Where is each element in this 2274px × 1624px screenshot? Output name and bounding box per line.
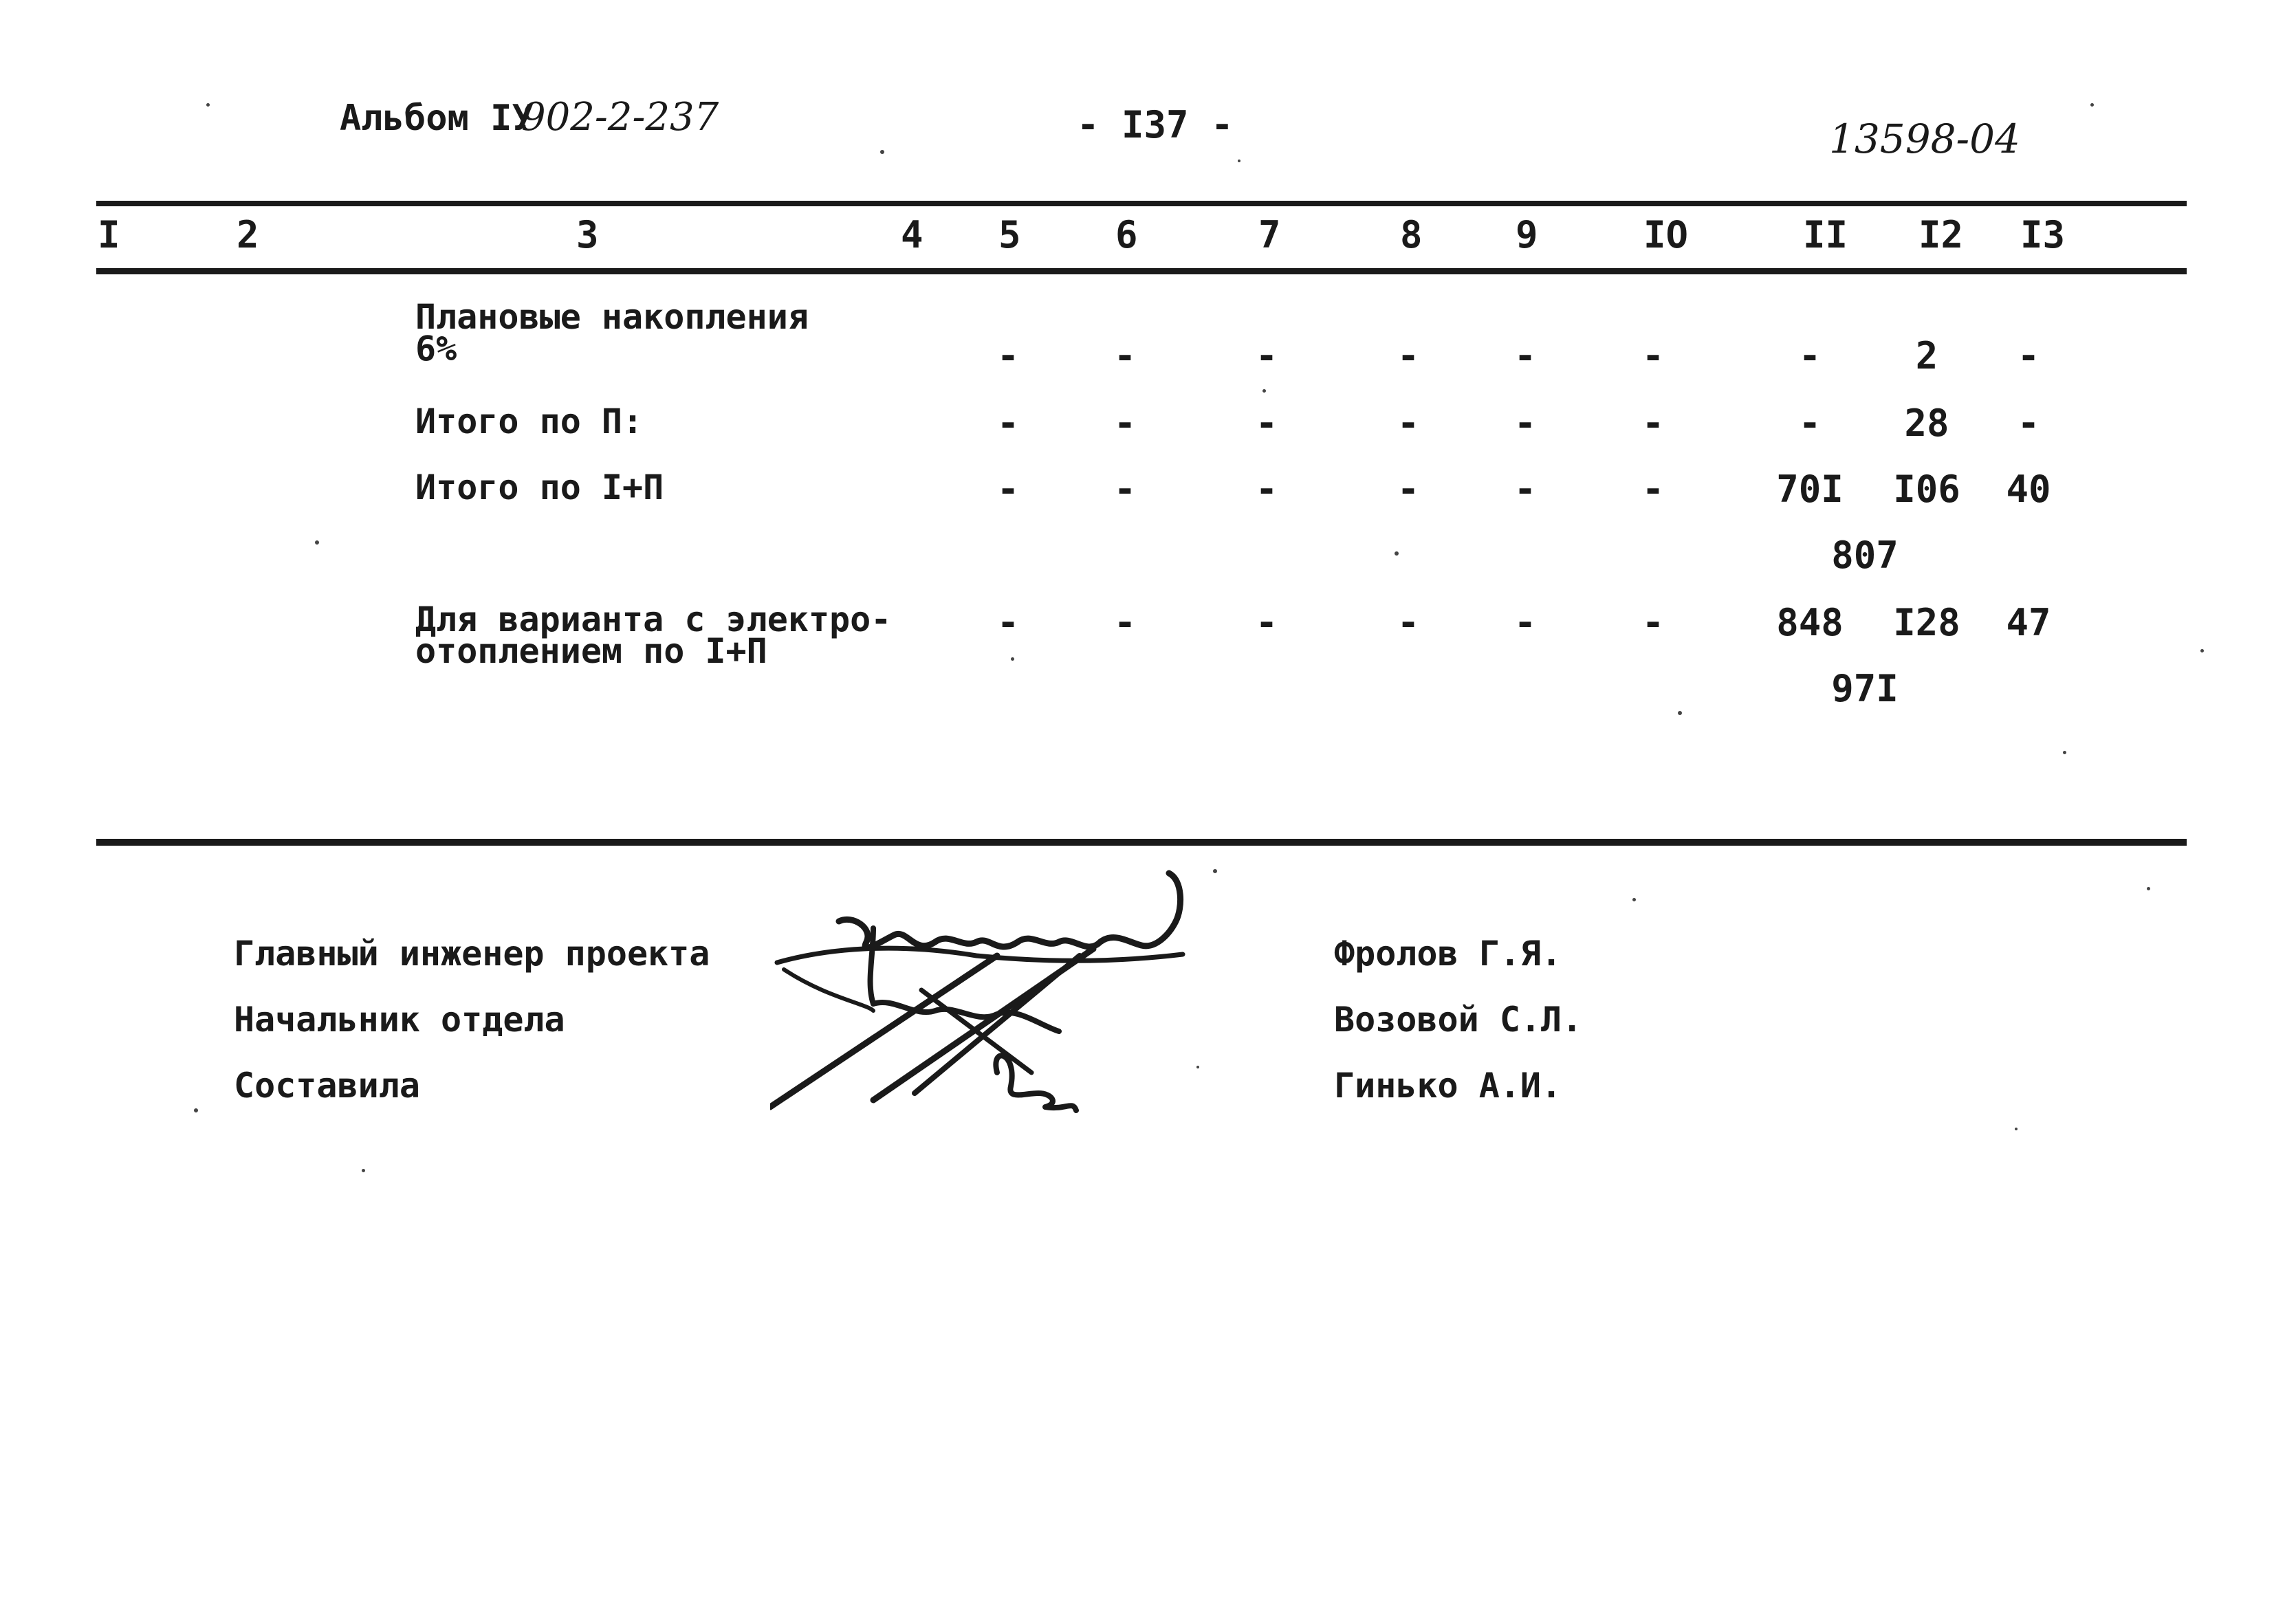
scan-speck bbox=[1262, 389, 1266, 393]
column-header: 6 bbox=[1115, 213, 1138, 256]
table-cell: - bbox=[1641, 334, 1665, 377]
scan-speck bbox=[194, 1108, 198, 1112]
column-header: IO bbox=[1643, 213, 1689, 256]
column-header: 9 bbox=[1516, 213, 1538, 256]
scan-speck bbox=[2015, 1128, 2018, 1130]
signer-role: Главный инженер проекта bbox=[234, 934, 710, 974]
scan-speck bbox=[315, 540, 319, 545]
column-header: I2 bbox=[1918, 213, 1964, 256]
table-cell: 848 bbox=[1776, 601, 1844, 644]
table-cell: - bbox=[996, 601, 1020, 644]
scan-speck bbox=[1213, 869, 1217, 873]
signer-name: Гинько А.И. bbox=[1334, 1066, 1562, 1106]
row-label bbox=[415, 402, 644, 441]
table-cell: - bbox=[1397, 334, 1420, 377]
table-cell: - bbox=[1641, 601, 1665, 644]
table-cell: I28 bbox=[1893, 601, 1960, 644]
table-cell: - bbox=[1255, 468, 1278, 511]
table-cell: I06 bbox=[1893, 468, 1960, 511]
table-cell: 40 bbox=[2006, 468, 2051, 511]
table-cell: 28 bbox=[1904, 402, 1949, 445]
table-cell: - bbox=[1113, 601, 1137, 644]
table-cell: - bbox=[1397, 402, 1420, 445]
table-cell: 70I bbox=[1776, 468, 1844, 511]
table-cell: - bbox=[1641, 468, 1665, 511]
table-cell: - bbox=[996, 402, 1020, 445]
scan-speck bbox=[1196, 1066, 1199, 1068]
table-cell: - bbox=[1641, 402, 1665, 445]
scan-speck bbox=[2063, 751, 2066, 754]
scan-speck bbox=[2200, 649, 2204, 652]
scan-speck bbox=[880, 150, 884, 154]
handwritten-signatures bbox=[770, 866, 1251, 1155]
table-cell: - bbox=[1513, 334, 1537, 377]
column-header: I bbox=[98, 213, 120, 256]
table-cell: - bbox=[1113, 468, 1137, 511]
column-header: 5 bbox=[998, 213, 1021, 256]
table-cell: - bbox=[1513, 601, 1537, 644]
row-label-line: Итого по П: bbox=[415, 402, 644, 441]
row-label-line: Плановые накопления bbox=[415, 297, 809, 337]
table-cell: - bbox=[996, 334, 1020, 377]
page-number: - I37 - bbox=[1077, 103, 1234, 146]
scan-speck bbox=[1632, 898, 1636, 901]
signer-role: Начальник отдела bbox=[234, 1000, 565, 1040]
scan-speck bbox=[362, 1169, 365, 1172]
row-label-line: отоплением по I+П bbox=[415, 631, 767, 671]
album-label: Альбом IУ bbox=[340, 98, 534, 139]
column-header: 3 bbox=[576, 213, 599, 256]
table-cell: - bbox=[1513, 402, 1537, 445]
signer-name: Фролов Г.Я. bbox=[1334, 934, 1562, 974]
column-header: 2 bbox=[237, 213, 259, 256]
table-cell: - bbox=[1798, 334, 1822, 377]
table-cell: 47 bbox=[2006, 601, 2051, 644]
table-cell: 2 bbox=[1915, 334, 1938, 377]
row-label bbox=[415, 468, 664, 507]
subtotal-cell: 807 bbox=[1831, 534, 1899, 577]
subtotal-cell: 97I bbox=[1831, 667, 1899, 710]
row-label-line: Для варианта с электро- bbox=[415, 600, 892, 639]
row-label-line: 6% bbox=[415, 329, 457, 369]
scan-speck bbox=[1678, 711, 1682, 715]
column-header: 7 bbox=[1258, 213, 1281, 256]
document-number: 13598-04 bbox=[1829, 116, 2020, 162]
album-code-handwritten: 902-2-237 bbox=[521, 95, 719, 140]
column-header: 8 bbox=[1400, 213, 1423, 256]
table-cell: - bbox=[1255, 402, 1278, 445]
scan-speck bbox=[2090, 103, 2094, 107]
table-bottom-rule bbox=[96, 839, 2187, 846]
table-cell: - bbox=[1513, 468, 1537, 511]
table-cell: - bbox=[1397, 601, 1420, 644]
table-cell: - bbox=[2017, 402, 2040, 445]
table-cell: - bbox=[1397, 468, 1420, 511]
row-label-line: Итого по I+П bbox=[415, 468, 664, 507]
table-top-rule bbox=[96, 201, 2187, 206]
scan-speck bbox=[1238, 160, 1240, 162]
column-header: I3 bbox=[2020, 213, 2066, 256]
scan-speck bbox=[206, 103, 210, 107]
signer-role: Составила bbox=[234, 1066, 420, 1106]
column-header: II bbox=[1803, 213, 1848, 256]
row-label bbox=[415, 297, 809, 369]
row-label bbox=[415, 600, 892, 671]
signer-name: Возовой С.Л. bbox=[1334, 1000, 1583, 1040]
scan-speck bbox=[1011, 657, 1014, 661]
table-cell: - bbox=[1798, 402, 1822, 445]
table-cell: - bbox=[1113, 334, 1137, 377]
column-header: 4 bbox=[901, 213, 923, 256]
table-cell: - bbox=[996, 468, 1020, 511]
table-cell: - bbox=[2017, 334, 2040, 377]
table-header-rule bbox=[96, 268, 2187, 274]
table-cell: - bbox=[1255, 334, 1278, 377]
scan-speck bbox=[1395, 551, 1399, 556]
scan-speck bbox=[2147, 887, 2150, 890]
table-cell: - bbox=[1255, 601, 1278, 644]
table-cell: - bbox=[1113, 402, 1137, 445]
